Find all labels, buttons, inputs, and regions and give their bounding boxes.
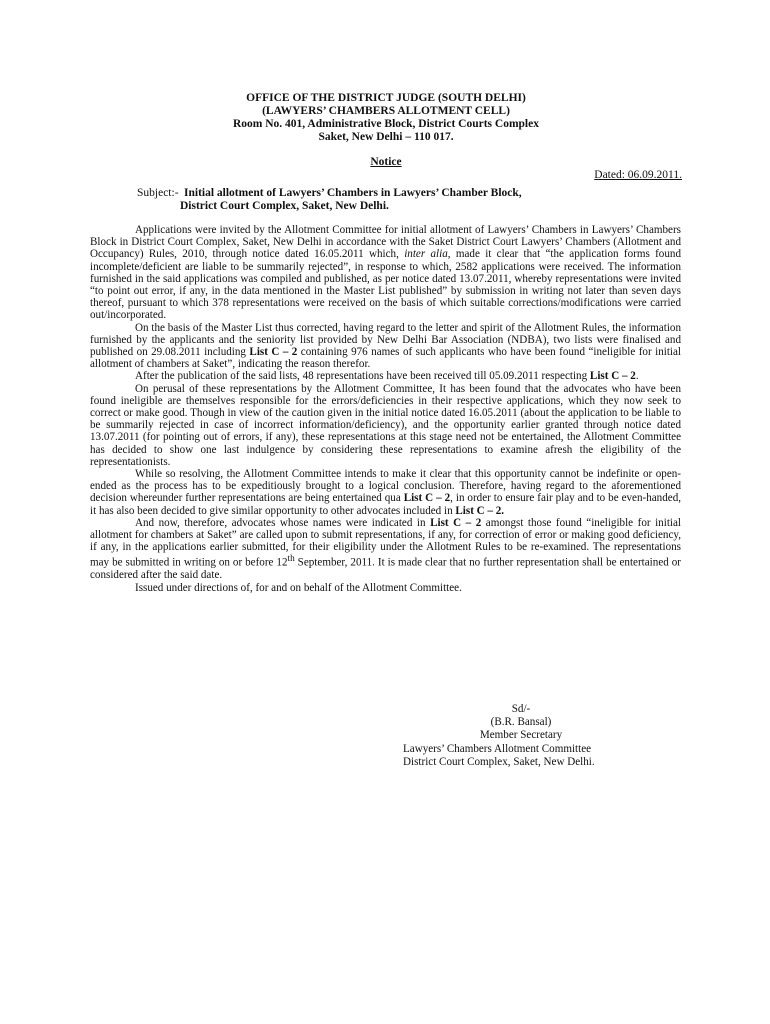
paragraph-text: , made it clear that “the application forms found incomplete/deficient are liable to be summarily rejected”, in response to which, 2582 applications were received. The information furnished in the said applications was compiled and published, as per notice dated 13.07.2011, whereby representations were invited “to point out error, if any, in the data mentioned in the Master List published” by submission in writing not later than seven days thereof, pursuant to which 378 representations were received on the basis of which suitable corrections/modifications were carried out/incorporated. xyxy=(90,248,681,322)
list-reference: List C – 2 xyxy=(589,370,636,383)
paragraph-text: While so resolving, the Allotment Committee intends to make it clear that this opportunity cannot be indefinite or open-ended as the process has to be expeditiously brought to a logical conclusion. Therefore, having regard to the aforementioned decision whereunder further representations are being entertained qua xyxy=(90,468,681,505)
paragraph-text: On the basis of the Master List thus corrected, having regard to the letter and spirit of the Allotment Rules, the information furnished by the applicants and the seniority list provided by New Delhi Bar Association (NDBA), two lists were finalised and published on 29.08.2011 including xyxy=(90,321,681,359)
header-address-line: Saket, New Delhi – 110 017. xyxy=(318,131,454,143)
paragraph-issued xyxy=(90,582,681,594)
paragraph-text: September, 2011. It is made clear that no further representation shall be entertained or considered after the said date. xyxy=(90,557,681,582)
paragraph-text: Issued under directions of, for and on behalf of the Allotment Committee. xyxy=(135,581,462,594)
ordinal-superscript: th xyxy=(287,554,295,565)
signed-mark: Sd/- xyxy=(511,703,531,715)
notice-title: Notice xyxy=(370,156,402,168)
paragraph-resolving xyxy=(90,468,681,517)
paragraph-text: On perusal of these representations by the Allotment Committee, It has been found that the advocates who have been found ineligible are themselves responsible for the errors/deficiencies in their respective applications, which they now seek to correct or make good. Though in view of the caution given in the initial notice dated 16.05.2011 (about the application to be liable to be summarily rejected in case of incorrect information/deficiency), and the opportunity earlier granted through notice dated 13.07.2011 (for pointing out of errors, if any), these representations at this stage need not be entertained, the Allotment Committee has decided to show one last indulgence by considering these representations to examine afresh the eligibility of the representationists. xyxy=(90,382,681,468)
committee-place: District Court Complex, Saket, New Delhi. xyxy=(403,755,595,768)
signatory-name: (B.R. Bansal) xyxy=(490,716,552,729)
list-reference: List C – 2. xyxy=(455,504,505,517)
paragraph-text: . xyxy=(635,370,639,383)
notice-date: Dated: 06.09.2011. xyxy=(594,169,682,181)
header-cell-line: (LAWYERS’ CHAMBERS ALLOTMENT CELL) xyxy=(262,105,510,117)
paragraph-text: , in order to ensure fair play and to be even-handed, it has also been decided to give similar opportunity to other advocates included in xyxy=(90,492,682,517)
paragraph-applications xyxy=(90,224,681,322)
office-header xyxy=(90,92,682,144)
notice-body xyxy=(90,224,681,594)
paragraph-master-list xyxy=(90,322,681,371)
subject-block xyxy=(90,187,680,214)
paragraph-text: containing 976 names of such applicants who have been found “ineligible for initial allotment of chambers at Saket”, indicating the reason therefor. xyxy=(90,346,681,371)
paragraph-perusal xyxy=(90,383,681,468)
paragraph-text: amongst those found “ineligible for initial allotment for chambers at Saket” are called upon to submit representations, if any, for correction of error or making good deficiency, if any, in the applications earlier submitted, for their eligibility under the Allotment Rules to be re-examined. The representations may be submitted in writing on or before 12 xyxy=(90,516,681,570)
paragraph-publication xyxy=(90,370,681,382)
signatory-designation: Member Secretary xyxy=(479,729,563,742)
list-reference: List C – 2 xyxy=(249,346,298,359)
subject-label: Subject:- xyxy=(137,187,179,199)
subject-text-line2: District Court Complex, Saket, New Delhi. xyxy=(180,200,389,213)
list-reference: List C – 2 xyxy=(430,516,482,529)
signature-block xyxy=(403,703,673,769)
paragraph-text: And now, therefore, advocates whose names were indicated in xyxy=(135,516,431,529)
paragraph-call-upon xyxy=(90,517,681,582)
header-room-line: Room No. 401, Administrative Block, District Courts Complex xyxy=(232,118,539,130)
committee-name: Lawyers’ Chambers Allotment Committee xyxy=(403,742,592,755)
paragraph-italic-text: inter alia xyxy=(404,248,448,261)
paragraph-text: Applications were invited by the Allotment Committee for initial allotment of Lawyers’ Chambers in Lawyers’ Chambers Block in District Court Complex, Saket, New Delhi in accordance with the Saket District Court Lawyers’ Chambers (Allotment and Occupancy) Rules, 2010, through notice dated 16.05.2011 which, xyxy=(90,224,681,261)
subject-text-line1: Initial allotment of Lawyers’ Chambers in Lawyers’ Chamber Block, xyxy=(184,187,522,199)
header-office-line: OFFICE OF THE DISTRICT JUDGE (SOUTH DELHI) xyxy=(246,92,526,104)
paragraph-text: After the publication of the said lists, 48 representations have been received till 05.09.2011 respecting xyxy=(135,370,590,383)
list-reference: List C – 2 xyxy=(403,492,451,505)
